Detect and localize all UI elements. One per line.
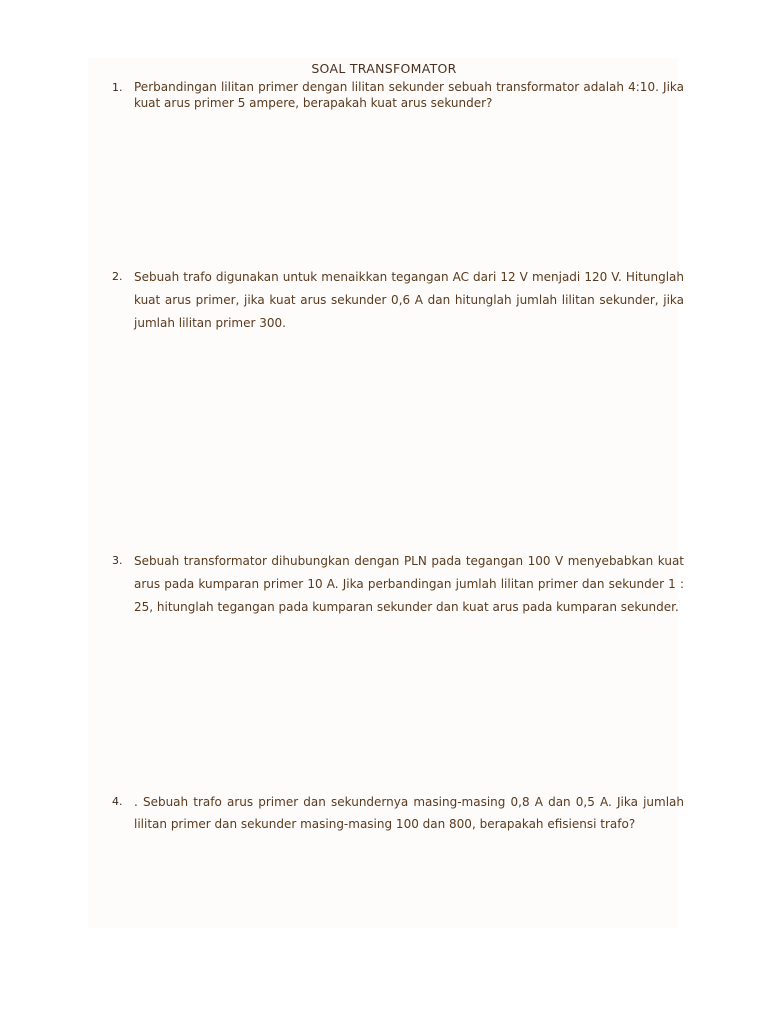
question-text: . Sebuah trafo arus primer dan sekundernya masing-masing 0,8 A dan 0,5 A. Jika jumlah lilitan primer dan sekunder masing-masing 100 dan 800, berapakah efisiensi trafo? <box>134 795 684 831</box>
question-number: 4. <box>112 795 123 808</box>
question-number: 3. <box>112 554 123 567</box>
question-item <box>112 79 684 111</box>
question-text: Perbandingan lilitan primer dengan lilitan sekunder sebuah transformator adalah 4:10. Jika kuat arus primer 5 ampere, berapakah kuat arus sekunder? <box>134 80 684 110</box>
question-text: Sebuah transformator dihubungkan dengan PLN pada tegangan 100 V menyebabkan kuat arus pada kumparan primer 10 A. Jika perbandingan jumlah lilitan primer dan sekunder 1 : 25, hitunglah tegangan pada kumparan sekunder dan kuat arus pada kumparan sekunder. <box>134 554 684 614</box>
page-title: SOAL TRANSFOMATOR <box>311 61 457 76</box>
question-number: 2. <box>112 270 123 283</box>
question-text: Sebuah trafo digunakan untuk menaikkan tegangan AC dari 12 V menjadi 120 V. Hitunglah kuat arus primer, jika kuat arus sekunder 0,6 A dan hitunglah jumlah lilitan sekunder, jika jumlah lilitan primer 300. <box>134 270 684 330</box>
question-item <box>112 266 684 335</box>
question-item <box>112 550 684 619</box>
question-item <box>112 791 684 835</box>
question-number: 1. <box>112 81 123 94</box>
